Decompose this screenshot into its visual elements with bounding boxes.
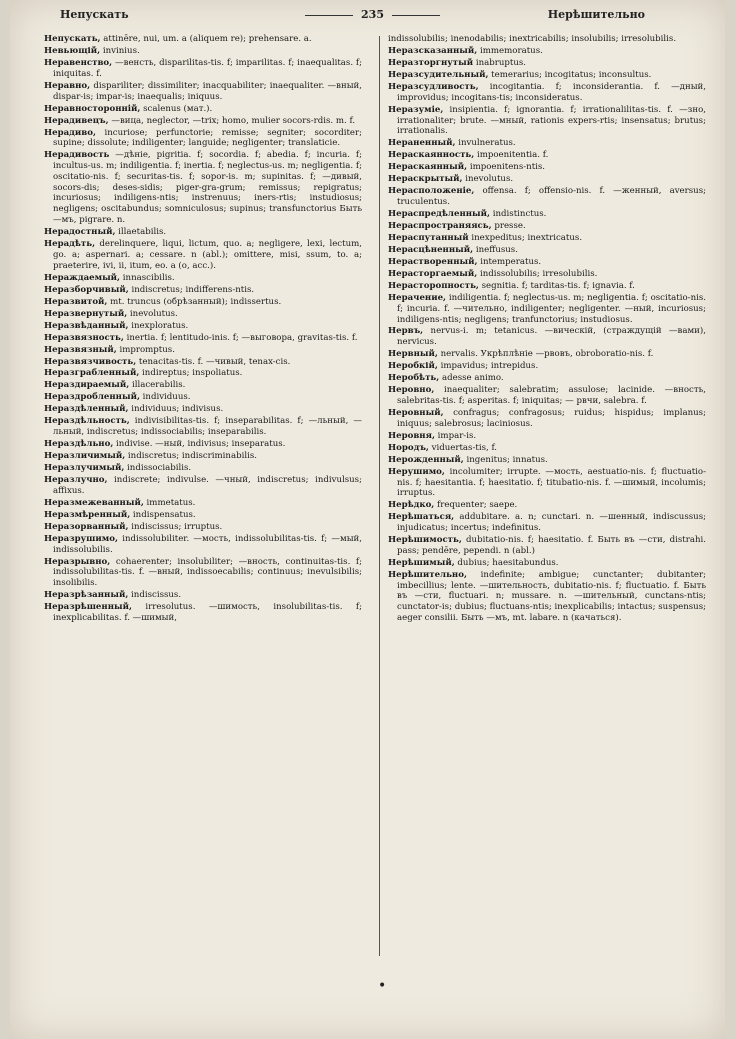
- entry-definition: intemperatus.: [477, 256, 542, 267]
- dictionary-entry: [388, 257, 706, 268]
- entry-definition: dubitatio-nis. f; haesitatio. f. Быть въ —сти, distrahi. pass; pendēre, pependi. n (abl.): [397, 535, 706, 556]
- dictionary-entry: [44, 380, 362, 391]
- dictionary-entry: [44, 557, 362, 589]
- entry-headword: Неразвязность,: [44, 332, 124, 343]
- entry-headword: Неразвязчивость,: [44, 356, 137, 367]
- dictionary-entry: [44, 463, 362, 474]
- dictionary-entry: [44, 81, 362, 103]
- entry-definition: irresolutus. —шимость, insolubilitas-tis. f; inexplicabilitas. f. —шимый,: [53, 602, 362, 624]
- entry-definition: nervalis. Укрѣплѣнie —рвовъ, obroboratio-nis. f.: [437, 349, 654, 360]
- dictionary-entry: [388, 281, 706, 292]
- entry-headword: Неразсказанный,: [388, 45, 478, 56]
- entry-definition: incolumiter; irrupte. —мость, aestuatio-nis. f; fluctuatio-nis. f; haesitantia. f; haesitatio. f; titubatio-nis. f. —шимый, incolumis; irruptus.: [397, 466, 706, 499]
- entry-headword: Нерожденный,: [388, 454, 464, 465]
- entry-definition: mt. truncus (обрѣзанный); indissertus.: [107, 296, 282, 307]
- entry-headword: Неровня,: [388, 430, 435, 441]
- entry-definition: illaetabilis.: [115, 227, 167, 238]
- dictionary-entry: [388, 82, 706, 104]
- entry-definition: indispensatus.: [130, 509, 196, 520]
- entry-headword: Невьющій,: [44, 45, 101, 56]
- entry-definition: tenacitas-tis. f. —чивый, tenax-cis.: [136, 356, 291, 367]
- entry-definition: indissolubilis; inenodabilis; inextricabilis; insolubilis; irresolubilis.: [388, 34, 677, 44]
- entry-definition: indiscretus; indiscriminabilis.: [125, 451, 257, 462]
- dictionary-entry: [388, 535, 706, 557]
- dictionary-entry: [44, 58, 362, 80]
- entry-headword: Неразорванный,: [44, 521, 129, 532]
- dictionary-entry: [44, 439, 362, 450]
- entry-headword: Неразрывно,: [44, 556, 111, 567]
- entry-headword: Неразмежеванный,: [44, 497, 144, 508]
- entry-definition: incuriose; perfunctorie; remisse; segniter; socorditer; supine; dissolute; indiligenter; languide; negligenter; translaticie.: [53, 127, 362, 149]
- dictionary-entry: [388, 293, 706, 325]
- dictionary-entry: [44, 297, 362, 308]
- dictionary-entry: [44, 392, 362, 403]
- entry-definition: temerarius; incogitatus; inconsultus.: [488, 69, 652, 80]
- entry-definition: adesse animo.: [439, 373, 504, 384]
- entry-headword: Нераздѣленный,: [44, 404, 129, 415]
- entry-definition: frequenter; saepe.: [434, 500, 518, 511]
- entry-definition: cohaerenter; insolubiliter; —вность, continuitas-tis. f; indissolubilitas-tis. f. —вный, indissoecabilis; continuus; inevulsibilis; insolibilis.: [53, 556, 362, 589]
- dictionary-entry: [388, 361, 706, 372]
- dictionary-entry: [44, 475, 362, 497]
- entry-headword: Нерасторопность,: [388, 280, 479, 291]
- entry-definition: indivisibilitas-tis. f; inseparabilitas. f; —льный, —льный, indiscretus; indissociabilis; inseparabilis.: [53, 416, 362, 438]
- entry-definition: immetatus.: [143, 497, 196, 508]
- entry-definition: impar-is.: [434, 430, 477, 441]
- entry-headword: Неровный,: [388, 408, 444, 418]
- dictionary-entry: [44, 150, 362, 226]
- dictionary-entry: [388, 245, 706, 256]
- entry-headword: Неразвернутый,: [44, 308, 128, 319]
- dictionary-entry: [388, 349, 706, 360]
- entry-definition: indiscrete; indivulse. —чный, indiscretus; indivulsus; affixus.: [53, 475, 362, 496]
- entry-definition: —венсть, disparilitas-tis. f; imparilitas. f; inaequalitas. f; iniquitas. f.: [53, 57, 362, 79]
- entry-headword: Непускать,: [44, 34, 101, 44]
- entry-definition: invinius.: [100, 45, 140, 56]
- dictionary-entry: [44, 451, 362, 462]
- dictionary-entry: [388, 162, 706, 173]
- entry-headword: Неразрѣшенный,: [44, 602, 132, 613]
- entry-headword: Нервный,: [388, 349, 438, 360]
- entry-headword: Неразторгнутый: [388, 57, 474, 68]
- entry-headword: Неробкій,: [388, 361, 438, 372]
- entry-headword: Нерадивецъ,: [44, 115, 109, 126]
- entry-headword: Нерасположенie,: [388, 186, 475, 197]
- entry-headword: Нераждаемый,: [44, 272, 121, 283]
- entry-definition: —вица, neglector, —trix; homo, mulier socors-rdis. m. f.: [108, 115, 356, 126]
- entry-headword: Неразвѣданный,: [44, 320, 129, 331]
- entry-headword: Нераздѣльно,: [44, 439, 114, 450]
- entry-definition: scalenus (мат.).: [140, 103, 213, 114]
- entry-headword: Неразрушимо,: [44, 533, 118, 544]
- entry-headword: Нераспространяясь,: [388, 221, 492, 231]
- entry-headword: Неразборчивый,: [44, 284, 129, 295]
- entry-headword: Нерѣшительно,: [388, 569, 467, 580]
- dictionary-entry: [388, 174, 706, 185]
- entry-headword: Неразсудительный,: [388, 69, 489, 80]
- entry-definition: viduertas-tis, f.: [428, 442, 498, 453]
- entry-headword: Неробѣть,: [388, 373, 440, 384]
- dictionary-entry: [44, 522, 362, 533]
- dictionary-entry: [388, 443, 706, 454]
- dictionary-entry: [44, 309, 362, 320]
- page-header: [40, 8, 705, 26]
- dictionary-entry: [44, 498, 362, 509]
- entry-headword: Нерадивость: [44, 150, 110, 161]
- page-number: 235: [40, 8, 705, 21]
- entry-headword: Неразлучимый,: [44, 463, 125, 474]
- entry-definition: inexploratus.: [128, 320, 189, 331]
- entry-definition: indiligentia. f; neglectus-us. m; negligentia. f; oscitatio-nis. f; incuria. f. —чительно, indiligenter; negligenter. —ный, incuriosus; indiligens-ntis; negligens; tranfunctorius; instudiosus.: [397, 292, 706, 325]
- dictionary-entry: [388, 558, 706, 569]
- dictionary-entry: [44, 368, 362, 379]
- dictionary-entry: [388, 385, 706, 407]
- entry-definition: inevolutus.: [127, 308, 178, 319]
- entry-definition: addubitare. a. n; cunctari. n. —шенный, indiscussus; injudicatus; incertus; indefinitus.: [397, 512, 706, 534]
- entry-definition: individuus.: [139, 392, 191, 403]
- dictionary-entry: [388, 408, 706, 430]
- entry-definition: presse.: [491, 221, 526, 231]
- entry-definition: invulneratus.: [455, 138, 516, 149]
- entry-definition: indiscissus; irruptus.: [128, 521, 223, 532]
- dictionary-entry: [44, 345, 362, 356]
- entry-headword: Неразмѣренный,: [44, 509, 131, 520]
- entry-headword: Нерадѣть,: [44, 239, 96, 250]
- entry-headword: Нераскаянный,: [388, 162, 468, 173]
- dictionary-entry: [44, 333, 362, 344]
- left-column: [44, 34, 362, 954]
- entry-definition: impavidus; intrepidus.: [437, 361, 539, 372]
- entry-headword: Нераненный,: [388, 138, 456, 149]
- dictionary-entry: [44, 227, 362, 238]
- dictionary-entry: [388, 34, 706, 45]
- entry-headword: Нерасцѣненный,: [388, 244, 474, 255]
- dictionary-entry: [388, 150, 706, 161]
- entry-definition: indiscissus.: [128, 590, 182, 601]
- entry-definition: inabruptus.: [473, 57, 527, 68]
- entry-definition: indivise. —ный, indivisus; inseparatus.: [113, 439, 286, 450]
- dictionary-page: [10, 0, 725, 1039]
- entry-definition: inexpeditus; inextricatus.: [468, 232, 583, 243]
- entry-definition: illacerabilis.: [129, 380, 186, 391]
- dictionary-entry: [44, 116, 362, 127]
- entry-definition: attinēre, nui, um. a (aliquem re); prehensare. a.: [100, 34, 312, 44]
- right-column: [388, 34, 706, 954]
- entry-definition: insipientia. f; ignorantia. f; irrationalilitas-tis. f. —зно, irrationaliter; brute. —мный, rationis expers-rtis; insensatus; brutus; irrationalis.: [397, 104, 706, 137]
- dictionary-entry: [388, 58, 706, 69]
- entry-headword: Нерѣшимость,: [388, 535, 462, 546]
- dictionary-entry: [388, 105, 706, 137]
- entry-definition: dubius; haesitabundus.: [454, 557, 559, 568]
- dictionary-entry: [44, 239, 362, 271]
- entry-headword: Неразличимый,: [44, 451, 126, 462]
- right-running-head: Нерѣшительно: [547, 8, 645, 21]
- entry-headword: Нородъ,: [388, 442, 429, 453]
- dictionary-entry: [388, 221, 706, 232]
- dictionary-entry: [388, 570, 706, 624]
- dictionary-entry: [388, 70, 706, 81]
- entry-definition: ineffusus.: [473, 244, 518, 255]
- entry-headword: Неразлучно,: [44, 475, 108, 486]
- entry-definition: indireptus; inspoliatus.: [139, 368, 243, 379]
- entry-headword: Нервъ,: [388, 326, 424, 337]
- dictionary-entry: [44, 34, 362, 45]
- dictionary-entry: [44, 321, 362, 332]
- entry-definition: impoenitens-ntis.: [467, 162, 546, 173]
- entry-headword: Неразвязный,: [44, 344, 117, 355]
- entry-headword: Нераздѣльность,: [44, 416, 130, 427]
- entry-headword: Неразумie,: [388, 104, 444, 115]
- entry-headword: Неравностороннiй,: [44, 103, 141, 114]
- dictionary-entry: [44, 128, 362, 150]
- dictionary-entry: [44, 590, 362, 601]
- entry-headword: Неровно,: [388, 385, 435, 396]
- entry-definition: inevolutus.: [462, 174, 514, 185]
- dictionary-entry: [44, 104, 362, 115]
- entry-definition: indiscretus; indifferens-ntis.: [128, 284, 255, 295]
- left-running-head: Непускать: [60, 8, 129, 21]
- entry-definition: inaequaliter; salebratim; assulose; lacinide. —вность, salebritas-tis. f; asperitas. f; iniquitas; — рвчи, salebra. f.: [397, 385, 706, 407]
- entry-headword: Нерадиво,: [44, 127, 96, 138]
- entry-definition: indissolubiliter. —мость, indissolubilitas-tis. f; —мый, indissolubilis.: [53, 533, 362, 555]
- entry-headword: Нерастворенный,: [388, 256, 478, 267]
- entry-headword: Нерѣдко,: [388, 500, 435, 511]
- entry-headword: Нерушимо,: [388, 466, 445, 477]
- entry-headword: Нераздробленный,: [44, 392, 140, 403]
- entry-headword: Неразрѣзанный,: [44, 590, 129, 601]
- entry-headword: Нераспутанный: [388, 232, 469, 243]
- dictionary-entry: [44, 416, 362, 438]
- entry-headword: Нерѣшаться,: [388, 512, 455, 523]
- entry-definition: indissolubilis; irresolubilis.: [477, 268, 598, 279]
- entry-headword: Нераспредѣленный,: [388, 209, 491, 220]
- entry-definition: indefinite; ambigue; cunctanter; dubitanter; imbecillius; lente. —шительность, dubitatio-nis. f; fluctuatio. f. Быть въ —сти, fluctuari. n; mussare. n. —шительный, cunctans-ntis; cunctator-is; dubius; fluctuans-ntis; inexplicabilis; intactus; suspensus; aeger consilii. Быть —мъ, mt. labare. n (качаться).: [397, 569, 706, 624]
- entry-headword: Неравно,: [44, 80, 91, 91]
- entry-headword: Нераскрытый,: [388, 174, 463, 185]
- entry-definition: individuus; indivisus.: [128, 404, 224, 415]
- dictionary-entry: [388, 326, 706, 348]
- entry-definition: ingenitus; innatus.: [463, 454, 548, 465]
- column-divider: [379, 36, 380, 956]
- dictionary-entry: [388, 467, 706, 499]
- dictionary-entry: [388, 455, 706, 466]
- entry-definition: impromptus.: [116, 344, 175, 355]
- entry-headword: Неразвитой,: [44, 296, 108, 307]
- entry-headword: Нераскаянность,: [388, 150, 475, 161]
- dictionary-entry: [44, 285, 362, 296]
- dictionary-entry: [388, 431, 706, 442]
- dictionary-entry: [388, 512, 706, 534]
- dictionary-entry: [44, 357, 362, 368]
- entry-definition: indistinctus.: [490, 209, 547, 220]
- dictionary-entry: [44, 46, 362, 57]
- dictionary-entry: [388, 373, 706, 384]
- entry-headword: Нерѣшимый,: [388, 557, 455, 568]
- entry-definition: incogitantia. f; inconsiderantia. f. —дный, improvidus; incogitans-tis; inconsideratus.: [397, 81, 706, 103]
- page-mark-icon: •: [378, 978, 387, 994]
- entry-headword: Неравенство,: [44, 57, 113, 68]
- entry-definition: confragus; confragosus; ruidus; hispidus; implanus; iniquus; salebrosus; laciniosus.: [397, 408, 706, 429]
- dictionary-entry: [44, 534, 362, 556]
- dictionary-entry: [388, 269, 706, 280]
- dictionary-entry: [388, 500, 706, 511]
- entry-definition: derelinquere, liqui, lictum, quo. a; negligere, lexi, lectum, go. a; aspernari. a; cessare. n (abl.); omittere, misi, ssum, to. a; praeterire, ivi, ii, itum, eo. a (o, acc.).: [53, 239, 362, 271]
- dictionary-entry: [44, 404, 362, 415]
- entry-definition: segnitia. f; tarditas-tis. f; ignavia. f.: [478, 280, 635, 291]
- dictionary-entry: [388, 46, 706, 57]
- entry-headword: Нераздираемый,: [44, 380, 130, 391]
- entry-definition: inertia. f; lentitudo-inis. f; —выговора, gravitas-tis. f.: [123, 332, 358, 343]
- dictionary-entry: [388, 233, 706, 244]
- entry-definition: impoenitentia. f.: [474, 150, 549, 161]
- entry-headword: Неразсудливость,: [388, 81, 479, 92]
- entry-definition: offensa. f; offensio-nis. f. —женный, aversus; truculentus.: [397, 186, 706, 208]
- entry-headword: Нерадостный,: [44, 227, 116, 238]
- entry-definition: immemoratus.: [477, 45, 543, 56]
- dictionary-entry: [388, 186, 706, 208]
- entry-headword: Нерачение,: [388, 292, 447, 303]
- dictionary-entry: [44, 273, 362, 284]
- dictionary-entry: [388, 138, 706, 149]
- entry-definition: nervus-i. m; tetanicus. —вическій, (страждущій —вами), nervicus.: [397, 326, 706, 348]
- dictionary-entry: [44, 510, 362, 521]
- entry-headword: Неразграбленный,: [44, 368, 140, 379]
- entry-definition: —дѣнiе, pigritia. f; socordia. f; abedia. f; incuria. f; incultus-us. m; indiligentia. f; inertia. f; neglectus-us. m; negligentia. f; oscitatio-nis. f; securitas-tis. f; sopor-is. m; supinitas. f; —дивый, socors-dis; deses-sidis; piger-gra-grum; remissus; repigratus; incuriosus; indiligens-ntis; instrenuus; iners-rtis; instudiosus; negligens; oscitabundus; somniculosus; supinus; transfunctorius Быть —мъ, pigrare. n.: [53, 150, 362, 226]
- dictionary-entry: [44, 602, 362, 624]
- entry-headword: Нерасторгаемый,: [388, 268, 478, 279]
- entry-definition: innascibilis.: [120, 272, 175, 283]
- entry-definition: disparilitеr; dissimiliter; inacquabiliter; inaequaliter. —вный, dispar-is; impar-is; inaequalis; iniquus.: [53, 80, 362, 102]
- entry-definition: indissociabilis.: [124, 463, 192, 474]
- dictionary-entry: [388, 209, 706, 220]
